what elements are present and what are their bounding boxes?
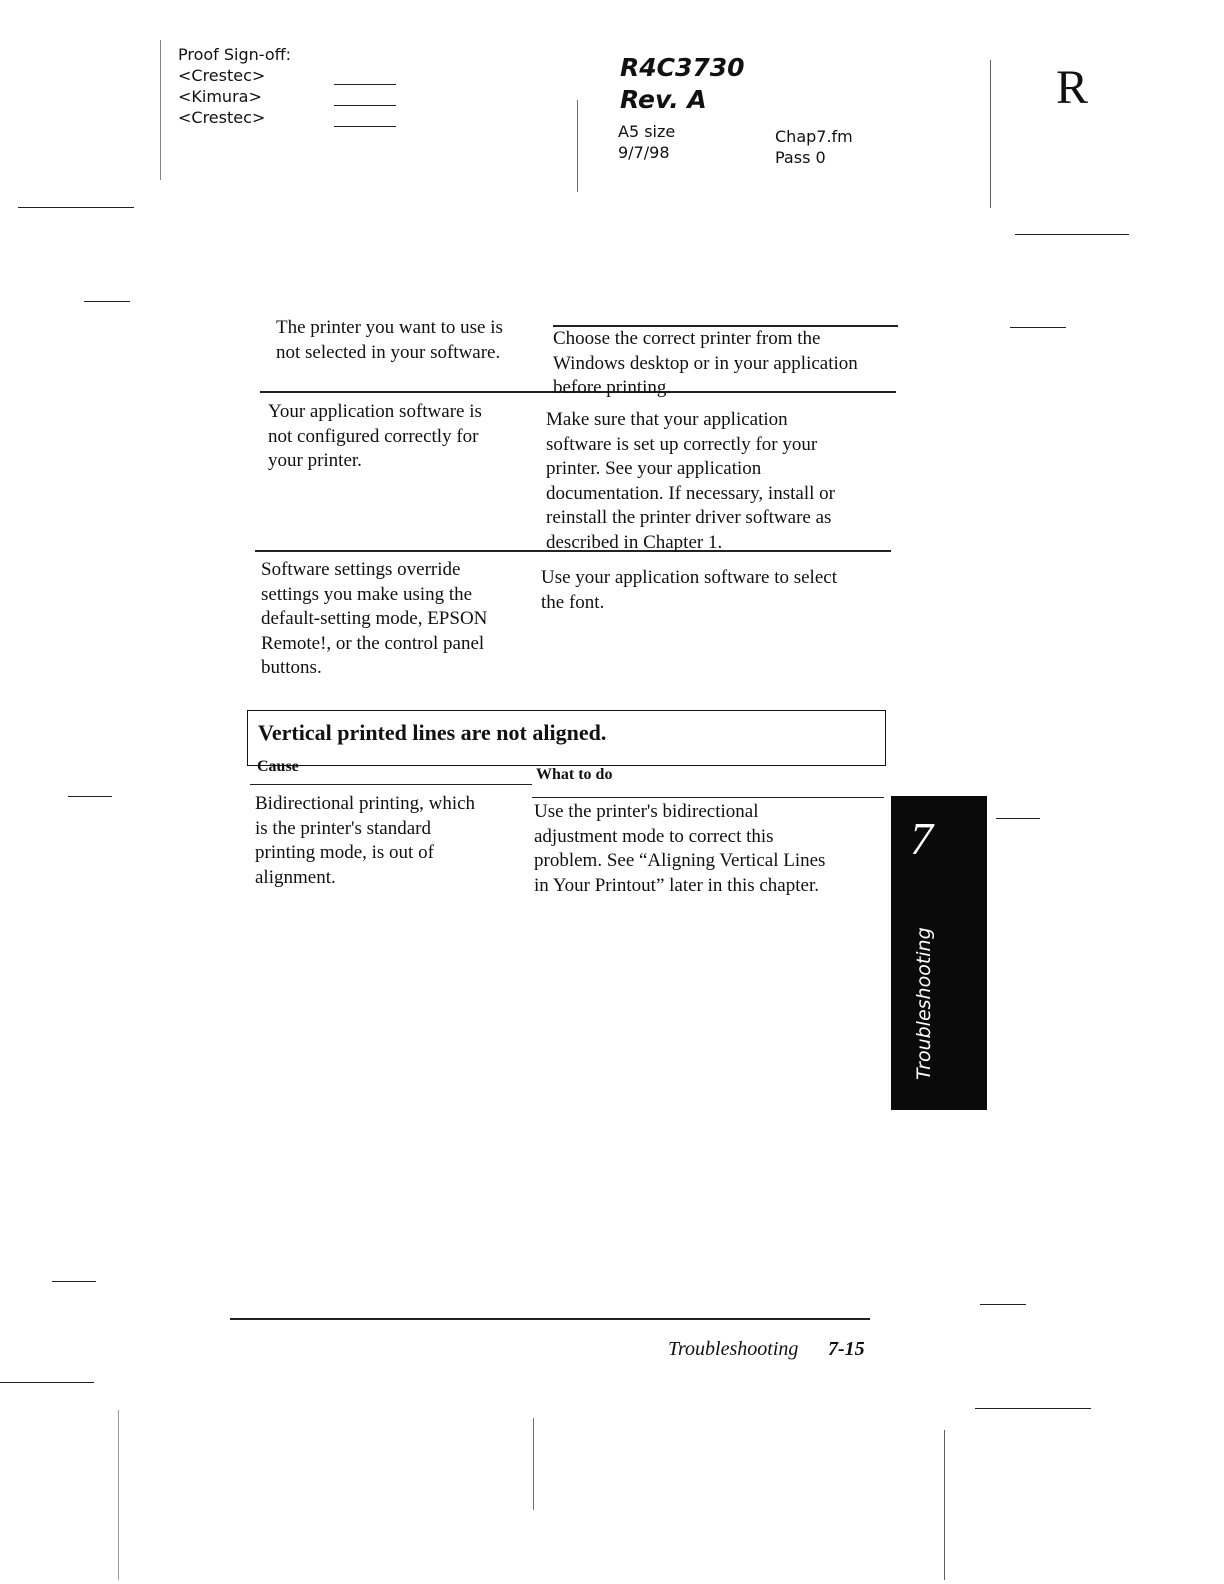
crop-mark	[533, 1418, 534, 1510]
crop-mark	[84, 301, 130, 302]
text-line: not selected in your software.	[276, 341, 501, 363]
text-line: buttons.	[261, 657, 322, 678]
signature-line	[334, 105, 396, 106]
doc-date: 9/7/98	[618, 143, 670, 162]
table-cell-action	[546, 408, 835, 555]
text-line: Use the printer's bidirectional	[534, 801, 759, 822]
table-cell-cause	[276, 316, 503, 365]
text-line: described in Chapter 1.	[546, 531, 723, 553]
chapter-number: 7	[910, 813, 933, 864]
doc-pass: Pass 0	[775, 148, 826, 167]
footer-rule	[230, 1318, 870, 1320]
proof-title: Proof Sign-off:	[178, 45, 292, 64]
crop-mark	[160, 40, 161, 180]
text-line: The printer you want to use is	[276, 317, 503, 338]
text-line: your printer.	[268, 450, 362, 471]
crop-mark	[1010, 327, 1066, 328]
text-line: alignment.	[255, 866, 336, 888]
text-line: Remote!, or the control panel	[261, 632, 485, 654]
crop-mark	[18, 207, 134, 208]
text-line: Bidirectional printing, which	[255, 793, 476, 814]
text-line: is the printer's standard	[255, 817, 431, 839]
crop-mark	[990, 60, 991, 208]
footer-chapter: Troubleshooting	[668, 1338, 799, 1360]
crop-mark	[52, 1281, 96, 1282]
text-line: software is set up correctly for your	[546, 433, 818, 455]
doc-id	[620, 52, 745, 116]
signature-line	[334, 84, 396, 85]
page-number: 7-15	[828, 1338, 865, 1360]
text-line: documentation. If necessary, install or	[546, 482, 835, 504]
text-line: problem. See “Aligning Vertical Lines	[534, 850, 826, 871]
corner-mark: R	[1056, 61, 1089, 114]
table-cell-cause	[261, 558, 487, 681]
proof-signoff	[178, 44, 291, 128]
chapter-tab	[891, 796, 987, 1110]
table-cell-cause	[268, 400, 482, 474]
text-line: Windows desktop or in your application	[553, 352, 858, 374]
text-line: settings you make using the	[261, 583, 473, 605]
chapter-tab-label: Troubleshooting	[913, 927, 935, 1080]
text-line: Software settings override	[261, 559, 461, 580]
text-line: Make sure that your application	[546, 409, 788, 430]
crop-mark	[577, 100, 578, 192]
crop-mark	[118, 1410, 119, 1580]
text-line: not configured correctly for	[268, 425, 479, 447]
doc-size: A5 size	[618, 122, 676, 141]
text-line: reinstall the printer driver software as	[546, 507, 832, 528]
proof-signer: <Crestec>	[178, 66, 266, 85]
table-cell-action	[541, 566, 837, 615]
text-line: the font.	[541, 591, 605, 613]
crop-mark	[944, 1430, 945, 1580]
text-line: in Your Printout” later in this chapter.	[534, 874, 819, 896]
text-line: printing mode, is out of	[255, 842, 434, 863]
text-line: Your application software is	[268, 401, 482, 422]
crop-mark	[980, 1304, 1026, 1305]
signature-line	[334, 126, 396, 127]
table-cell-action	[534, 800, 825, 898]
crop-mark	[0, 1382, 94, 1383]
text-line: printer. See your application	[546, 458, 762, 479]
text-line: default-setting mode, EPSON	[261, 608, 488, 629]
crop-mark	[975, 1408, 1091, 1409]
text-line: adjustment mode to correct this	[534, 825, 774, 847]
section-heading: Vertical printed lines are not aligned.	[258, 720, 607, 745]
crop-mark	[68, 796, 112, 797]
table-rule	[532, 797, 884, 798]
column-header-cause: Cause	[257, 758, 299, 775]
text-line: Choose the correct printer from the	[553, 328, 821, 349]
table-cell-action	[553, 327, 858, 401]
proof-signer: <Crestec>	[178, 108, 266, 127]
doc-code: R4C3730	[620, 53, 745, 82]
crop-mark	[1015, 234, 1129, 235]
column-header-action: What to do	[536, 766, 613, 783]
text-line: Use your application software to select	[541, 567, 837, 588]
proof-signer: <Kimura>	[178, 87, 262, 106]
table-cell-cause	[255, 792, 475, 890]
text-line: before printing.	[553, 377, 672, 398]
doc-file: Chap7.fm	[775, 127, 853, 146]
doc-revision: Rev. A	[620, 85, 707, 114]
table-rule	[250, 784, 532, 785]
crop-mark	[996, 818, 1040, 819]
